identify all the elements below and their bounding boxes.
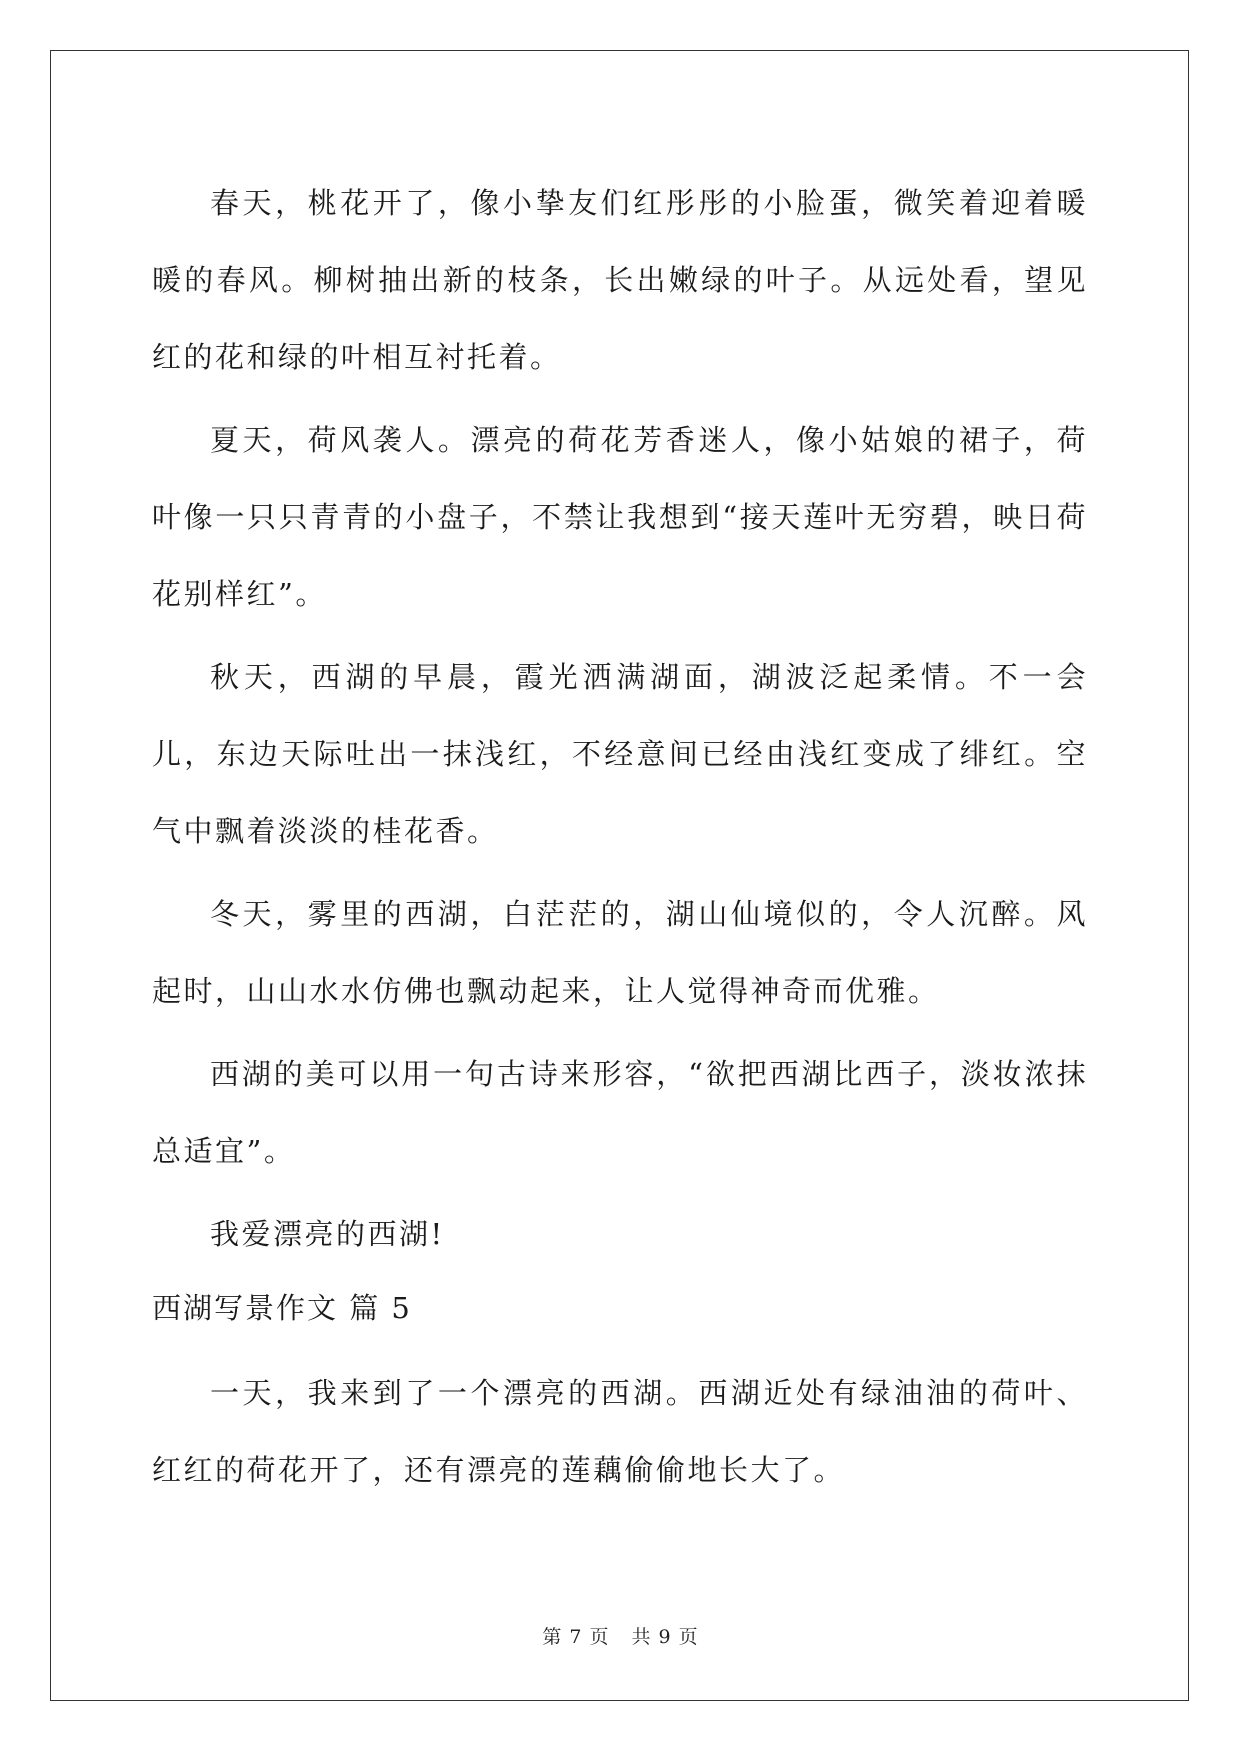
paragraph-poem: 西湖的美可以用一句古诗来形容，“欲把西湖比西子，淡妆浓抹总适宜”。 [152,1057,1088,1168]
paragraph-closing: 我爱漂亮的西湖! [210,1217,445,1251]
document-body [152,165,1088,1515]
paragraph-winter: 冬天，雾里的西湖，白茫茫的，湖山仙境似的，令人沉醉。风起时，山山水水仿佛也飘动起来，让人觉得神奇而优雅。 [152,897,1088,1008]
page-number-total: 共 9 页 [631,1626,699,1648]
page-number-current: 第 7 页 [542,1626,610,1648]
paragraph-autumn: 秋天，西湖的早晨，霞光洒满湖面，湖波泛起柔情。不一会儿，东边天际吐出一抹浅红，不经意间已经由浅红变成了绯红。空气中飘着淡淡的桂花香。 [152,660,1088,848]
paragraph-spring: 春天，桃花开了，像小挚友们红彤彤的小脸蛋，微笑着迎着暖暖的春风。柳树抽出新的枝条，长出嫩绿的叶子。从远处看，望见红的花和绿的叶相互衬托着。 [152,186,1088,374]
paragraph-section5-intro: 一天，我来到了一个漂亮的西湖。西湖近处有绿油油的荷叶、红红的荷花开了，还有漂亮的莲藕偷偷地长大了。 [152,1376,1088,1487]
page-footer [0,1622,1241,1649]
section-heading: 西湖写景作文 篇 5 [152,1291,412,1325]
paragraph-summer: 夏天，荷风袭人。漂亮的荷花芳香迷人，像小姑娘的裙子，荷叶像一只只青青的小盘子，不禁让我想到“接天莲叶无穷碧，映日荷花别样红”。 [152,423,1088,611]
